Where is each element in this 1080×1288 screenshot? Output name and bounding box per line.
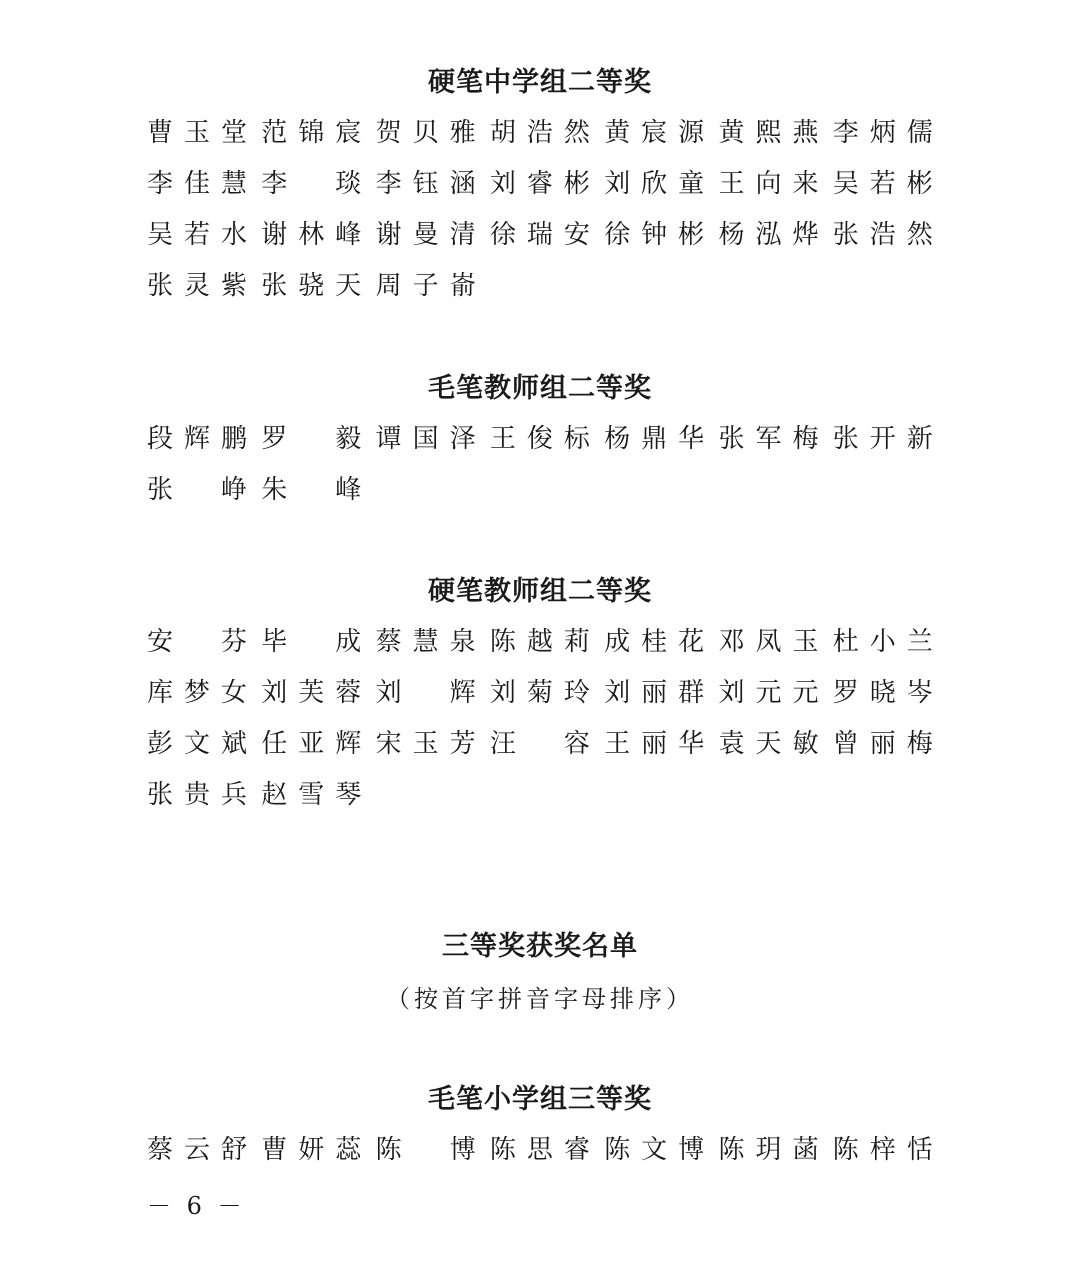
name-entry: 张 军 梅 [718, 424, 819, 454]
name-entry: 胡 浩 然 [489, 118, 590, 148]
name-entry: 吴 若 水 [147, 220, 247, 250]
page-number: － 6 － [147, 1192, 246, 1220]
name-entry: 张 开 新 [832, 424, 933, 454]
name-entry: 朱 峰 [261, 475, 362, 505]
name-entry: 刘 菊 玲 [489, 678, 590, 708]
name-entry: 黄 熙 燕 [718, 118, 819, 148]
third-prize-subtitle: （按首字拼音字母排序） [386, 985, 694, 1013]
name-entry: 陈 越 莉 [489, 627, 590, 657]
name-entry: 李 炳 儒 [832, 118, 933, 148]
name-entry: 李 琰 [261, 169, 362, 199]
name-entry: 张 峥 [147, 475, 247, 505]
name-entry: 陈 梓 恬 [832, 1135, 933, 1165]
name-entry: 罗 毅 [261, 424, 362, 454]
name-entry: 袁 天 敏 [718, 729, 819, 759]
name-entry: 陈 玥 菡 [718, 1135, 819, 1165]
name-entry: 杜 小 兰 [832, 627, 933, 657]
name-entry: 贺 贝 雅 [375, 118, 476, 148]
name-entry: 徐 瑞 安 [489, 220, 590, 250]
name-entry: 吴 若 彬 [832, 169, 933, 199]
name-entry: 王 丽 华 [604, 729, 705, 759]
name-entry: 李 佳 慧 [147, 169, 247, 199]
section-title-brush-teacher-second: 毛笔教师组二等奖 [428, 373, 652, 404]
name-entry: 曹 妍 蕊 [261, 1135, 362, 1165]
name-entry: 刘 欣 童 [604, 169, 705, 199]
name-entry: 陈 思 睿 [489, 1135, 590, 1165]
name-entry: 陈 文 博 [604, 1135, 705, 1165]
name-entry: 蔡 慧 泉 [375, 627, 476, 657]
name-entry: 库 梦 女 [147, 678, 247, 708]
section-title-hard-pen-teacher-second: 硬笔教师组二等奖 [428, 576, 652, 607]
name-entry: 刘 元 元 [718, 678, 819, 708]
name-entry: 曾 丽 梅 [832, 729, 933, 759]
name-entry: 毕 成 [261, 627, 362, 657]
third-prize-title: 三等奖获奖名单 [442, 931, 638, 962]
name-entry: 刘 芙 蓉 [261, 678, 362, 708]
name-entry: 杨 泓 烨 [718, 220, 819, 250]
name-entry: 张 骁 天 [261, 271, 362, 301]
name-entry: 陈 博 [375, 1135, 476, 1165]
name-entry: 任 亚 辉 [261, 729, 362, 759]
name-entry: 邓 凤 玉 [718, 627, 819, 657]
name-entry: 赵 雪 琴 [261, 780, 362, 810]
name-entry: 蔡 云 舒 [147, 1135, 247, 1165]
name-entry: 刘 丽 群 [604, 678, 705, 708]
name-entry: 张 贵 兵 [147, 780, 247, 810]
name-entry: 谢 林 峰 [261, 220, 362, 250]
name-entry: 李 钰 涵 [375, 169, 476, 199]
name-entry: 徐 钟 彬 [604, 220, 705, 250]
name-entry: 罗 晓 岑 [832, 678, 933, 708]
name-entry: 王 俊 标 [489, 424, 590, 454]
name-entry: 段 辉 鹏 [147, 424, 247, 454]
name-entry: 曹 玉 堂 [147, 118, 247, 148]
name-entry: 汪 容 [489, 729, 590, 759]
name-entry: 范 锦 宸 [261, 118, 362, 148]
name-entry: 谭 国 泽 [375, 424, 476, 454]
name-entry: 彭 文 斌 [147, 729, 247, 759]
name-entry: 刘 辉 [375, 678, 476, 708]
name-entry: 张 浩 然 [832, 220, 933, 250]
name-entry: 张 灵 紫 [147, 271, 247, 301]
section-title-brush-primary-third: 毛笔小学组三等奖 [428, 1084, 652, 1115]
name-entry: 成 桂 花 [604, 627, 705, 657]
name-entry: 周 子 嵛 [375, 271, 476, 301]
name-entry: 杨 鼎 华 [604, 424, 705, 454]
name-entry: 王 向 来 [718, 169, 819, 199]
section-title-hard-pen-middle-second: 硬笔中学组二等奖 [428, 67, 652, 98]
name-entry: 刘 睿 彬 [489, 169, 590, 199]
name-entry: 安 芬 [147, 627, 247, 657]
name-entry: 谢 曼 清 [375, 220, 476, 250]
name-entry: 黄 宸 源 [604, 118, 705, 148]
name-entry: 宋 玉 芳 [375, 729, 476, 759]
